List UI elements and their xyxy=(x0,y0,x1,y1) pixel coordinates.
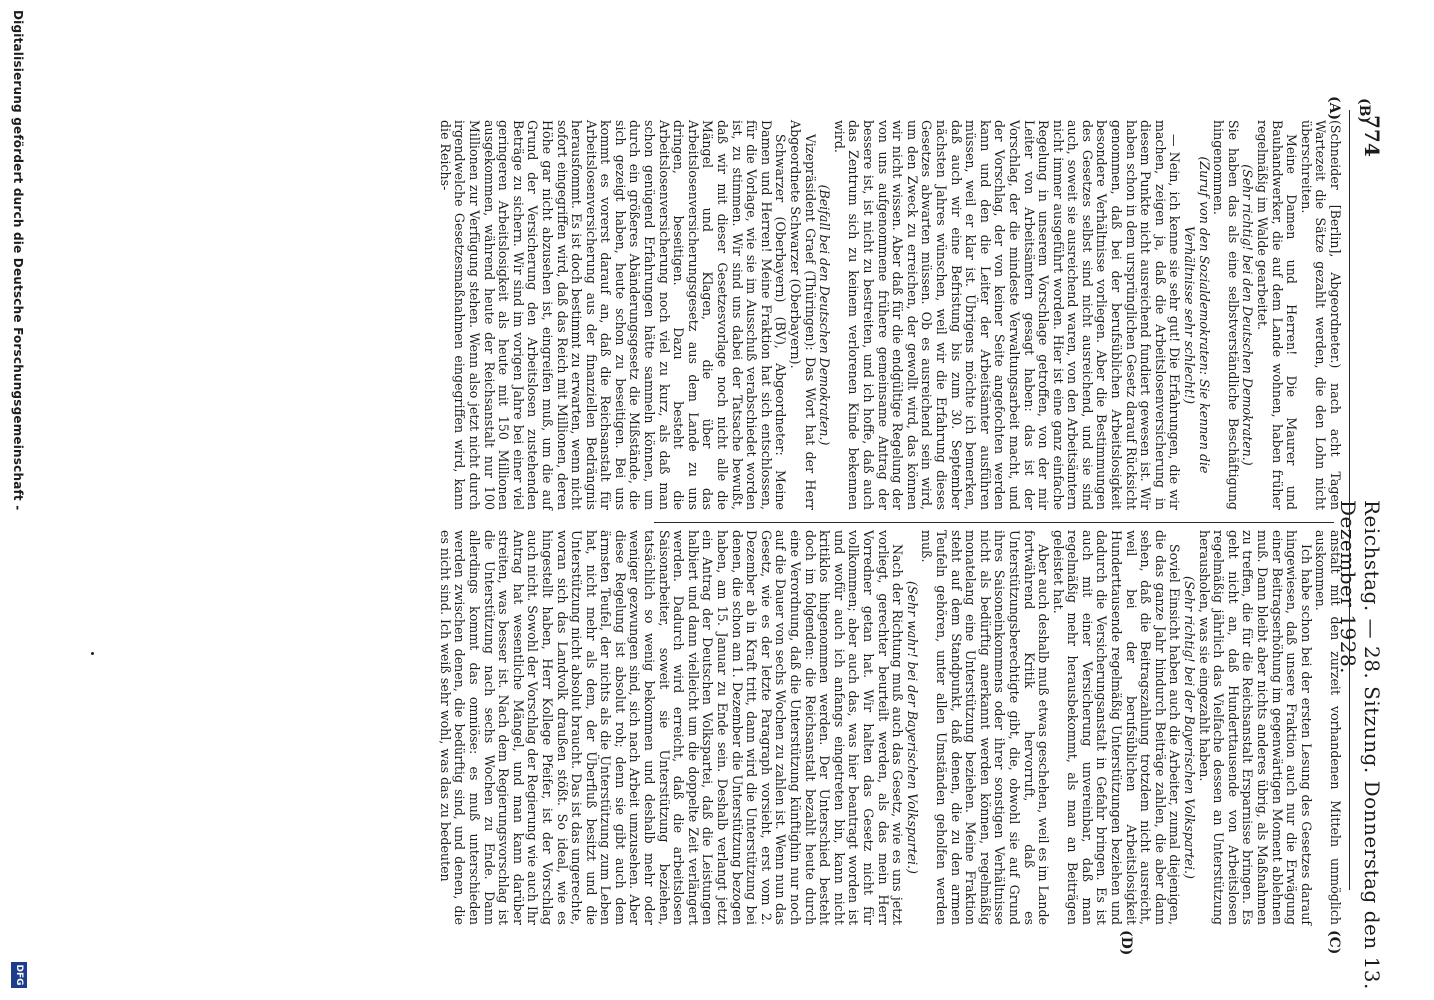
interjection: (Beifall bei den Deutschen Demokraten.) xyxy=(817,184,833,446)
paragraph: anstalt mit den zurzeit vorhandenen Mitteln unmöglich auskommen. xyxy=(1313,530,1343,925)
paragraph: Soviel Einsicht haben auch die Arbeiter, zumal diejenigen, die das ganze Jahr hindurch Beiträge zahlen, die aber dann sehen, daß die Beitragszahlung trotzdem nicht ausreicht, weil bei der berufsüblichen Arbeitslosigkeit Hunderttausende regelmäßig Unterstützungen beziehen und dadurch die Versicherungsanstalt in Gefahr bringen. Es ist auch mit einer Versicherung unvereinbar, daß man regelmäßig mehr herausbekommt, als man an Beiträgen geleistet hat. xyxy=(1050,530,1183,925)
dfg-logo-icon: DFG xyxy=(11,962,27,988)
paragraph: Sie haben das als eine selbstverständliche Beschäftigung hingenommen. xyxy=(1211,120,1241,510)
running-title: Reichstag. — 28. Sitzung. Donnerstag den 13. Dezember 1928. xyxy=(1336,500,1384,990)
header-rule xyxy=(1349,110,1350,890)
column-separator xyxy=(654,522,1334,523)
page-number: 774 xyxy=(1360,115,1384,157)
right-column xyxy=(437,530,1343,925)
paragraph: Aber auch deshalb muß etwas geschehen, weil es im Lande fortwährend Kritik hervorruft, daß es Unterstützungsberechtigte gibt, die, obwohl sie auf Grund ihres Saisoneinkommens oder ihrer sonstigen Verhältnisse nicht als bedürftig anerkannt werden können, regelmäßig monatelang eine Unterstützung beziehen. Meine Fraktion steht auf dem Standpunkt, daß denen, die zu den armen Teufeln gehören, unter allen Umständen geholfen werden muß. xyxy=(919,530,1052,925)
digitization-footer xyxy=(3,0,29,1000)
interjection: (Zuruf von den Sozialdemokraten: Sie kennen die Verhältnisse sehr schlecht!) xyxy=(1182,156,1212,474)
margin-marker-d: (D) xyxy=(1118,930,1134,956)
interjection: (Sehr wahr! bei der Bayerischen Volkspartei.) xyxy=(904,581,920,874)
interjection: (Sehr richtig! bei der Bayerischen Volkspartei.) xyxy=(1182,576,1198,879)
margin-marker-b: (B) xyxy=(1356,98,1372,124)
margin-marker-a: (A) xyxy=(1326,96,1342,121)
paragraph: (Schneider [Berlin], Abgeordneter.) nach acht Tagen Wartezeit die Sätze gezahlt werden, die den Lohn nicht überschreiten. xyxy=(1298,120,1343,510)
interjection: (Sehr richtig! bei den Deutschen Demokraten.) xyxy=(1240,164,1256,466)
footer-credit: Digitalisierung gefördert durch die Deutsche Forschungsgemeinschaft - xyxy=(11,10,25,511)
paragraph: — Nein, ich kenne sie sehr gut! Die Erfahrungen, die wir machen, zeigen ja, daß die Arbeitslosenversicherung in diesem Punkte nicht ausreichend fundiert gewesen ist. Wir haben schon in dem ursprünglichen Gesetz darauf Rücksicht genommen, daß bei der berufsüblichen Arbeitslosigkeit besondere Verhältnisse vorliegen. Aber die Bestimmungen des Gesetzes selbst sind nicht ausreichend, und sie sind auch, soweit sie ausreichend waren, von den Arbeitsämtern nicht immer ausgeführt worden. Hier ist eine ganz einfache Regelung in unserem Vorschlage getroffen, von der mir Leiter von Arbeitsämtern gesagt haben: das ist der Vorschlag, der die mindeste Verwaltungsarbeit macht, und der Vorschlag, der von keiner Seite angefochten werden kann und den die Leiter der Arbeitsämter ausführen müssen, weil er klar ist. Übrigens möchte ich bemerken, daß auch wir eine Befristung bis zum 30. September nächsten Jahres wünschen, weil wir die Erfahrung dieses Gesetzes abwarten müssen. Ob es ausreichend sein wird, um den Zweck zu erreichen, der gewollt wird, das können wir nicht wissen. Aber daß für die endgültige Regelung der von uns aufgenommene frühere gemeinsame Antrag der bessere ist, ist nicht zu bestreiten, und ich hoffe, daß auch das Zentrum sich zu keinem verlorenen Kinde bekennen wird. xyxy=(831,120,1183,510)
left-column xyxy=(437,120,1343,510)
paragraph: Vizepräsident Graef (Thüringen): Das Wort hat der Herr Abgeordnete Schwarzer (Oberbayern). xyxy=(788,120,818,510)
paragraph: Nach der Richtung muß auch das Gesetz, wie es uns jetzt vorliegt, gerechter beurteilt werden, als das mein Herr Vorredner getan hat. Wir halten das Gesetz nicht für vollkommen; aber auch das, was hier beantragt worden ist und wofür auch ich anfangs eingetreten bin, kann nicht kritiklos hingenommen werden. Der Unterschied besteht doch im folgenden: die Reichsanstalt bezahlt heute durch eine Verordnung, daß die Unterstützung künftighin nur noch auf die Dauer von sechs Wochen zu zahlen ist. Wenn nun das Gesetz, wie es der letzte Paragraph vorsieht, erst vom 2. Dezember ab in Kraft tritt, dann wird die Unterstützung bei denen, die schon am 1. Dezember die Unterstützung bezogen haben, am 15. Januar zu Ende sein. Deshalb verlangt jetzt ein Antrag der Deutschen Volkspartei, daß die Leistungen halbiert und dann vielleicht um die doppelte Zeit verlängert werden. Dadurch wird erreicht, daß die arbeitslosen Saisonarbeiter, soweit sie Unterstützung beziehen, tatsächlich so wenig bekommen und deshalb mehr oder weniger gezwungen sind, sich nach Arbeit umzusehen. Aber diese Regelung ist absolut roh; denn sie gibt auch dem ärmsten Teufel, der nichts als die Unterstützung zum Leben hat, nicht mehr als dem, der Überfluß besitzt und die Unterstützung nicht absolut braucht. Das ist das ungerechte, woran sich das Landvolk draußen stößt. So ideal, wie es hingestellt haben, Herr Kollege Pfeifer, ist der Vorschlag auch nicht. Sowohl der Vorschlag der Regierung wie auch Ihr Antrag hat wesentliche Mängel, und man kann darüber streiten, was besser ist. Nach dem Regierungsvorschlag ist die Unterstützung nach sechs Wochen zu Ende. Dann allerdings kommt das omniöse: es muß unterschieden werden zwischen denen, die bedürftig sind, und denen, die es nicht sind. Ich weiß sehr wohl, was das zu bedeuten xyxy=(437,530,906,925)
paragraph: Schwarzer (Oberbayern) (BV), Abgeordneter: Meine Damen und Herren! Meine Fraktion hat sich entschlossen, für die Vorlage, wie sie im Ausschuß verabschiedet worden ist, zu stimmen. Wir sind uns dabei der Tatsache bewußt, daß wir mit dieser Gesetzesvorlage noch nicht alle die Mängel und Klagen, die über das Arbeitslosenversicherungsgesetz aus dem Lande zu uns dringen, beseitigen. Dazu besteht die Arbeitslosenversicherung noch viel zu kurz, als daß man schon genügend Erfahrungen hätte sammeln können, um durch ein größeres Abänderungsgesetz die Mißstände, die sich gezeigt haben, heute schon zu beseitigen. Bei uns kommt es vorerst darauf an, daß die Reichsanstalt für Arbeitslosenversicherung aus der finanziellen Bedrängnis herausfommt. Es ist doch bestimmt zu erwarten, wenn nicht sofort eingegriffen wird, daß das Reich mit Millionen, deren Höhe gar nicht abzusehen ist, eingreifen muß, um die auf Grund der Versicherung den Arbeitslosen zustehenden Beträge zu sichern. Wir sind im vorigen Jahre bei einer viel geringeren Arbeitslosigkeit als heute mit 150 Millionen ausgekommen, während heute der Reichsanstalt nur 100 Millionen zur Verfügung stehen. Wenn also jetzt nicht durch irgendwelche Gesetzesmaßnahmen eingegriffen wird, kann die Reichs- xyxy=(437,120,789,510)
paragraph: Ich habe schon bei der ersten Lesung des Gesetzes darauf hingewiesen, daß unsere Fraktion auch nur die Erwägung einer Beitragserhöhung im gegenwärtigen Moment ablehnen muß. Dann bleibt aber nichts anderes übrig, als Maßnahmen zu treffen, die für die Reichsanstalt Ersparnisse bringen. Es geht nicht an, daß Hunderttausende von Arbeitslosen regelmäßig jährlich das Vielfache dessen an Unterstützung herausholen, was sie eingezahlt haben. xyxy=(1196,530,1314,925)
margin-marker-c: (C) xyxy=(1326,930,1342,955)
page-header xyxy=(1336,0,1434,1000)
paragraph: Meine Damen und Herren! Die Maurer und Bauhandwerker, die auf dem Lande wohnen, haben früher regelmäßig im Walde gearbeitet. xyxy=(1255,120,1300,510)
scan-speck xyxy=(91,652,94,655)
